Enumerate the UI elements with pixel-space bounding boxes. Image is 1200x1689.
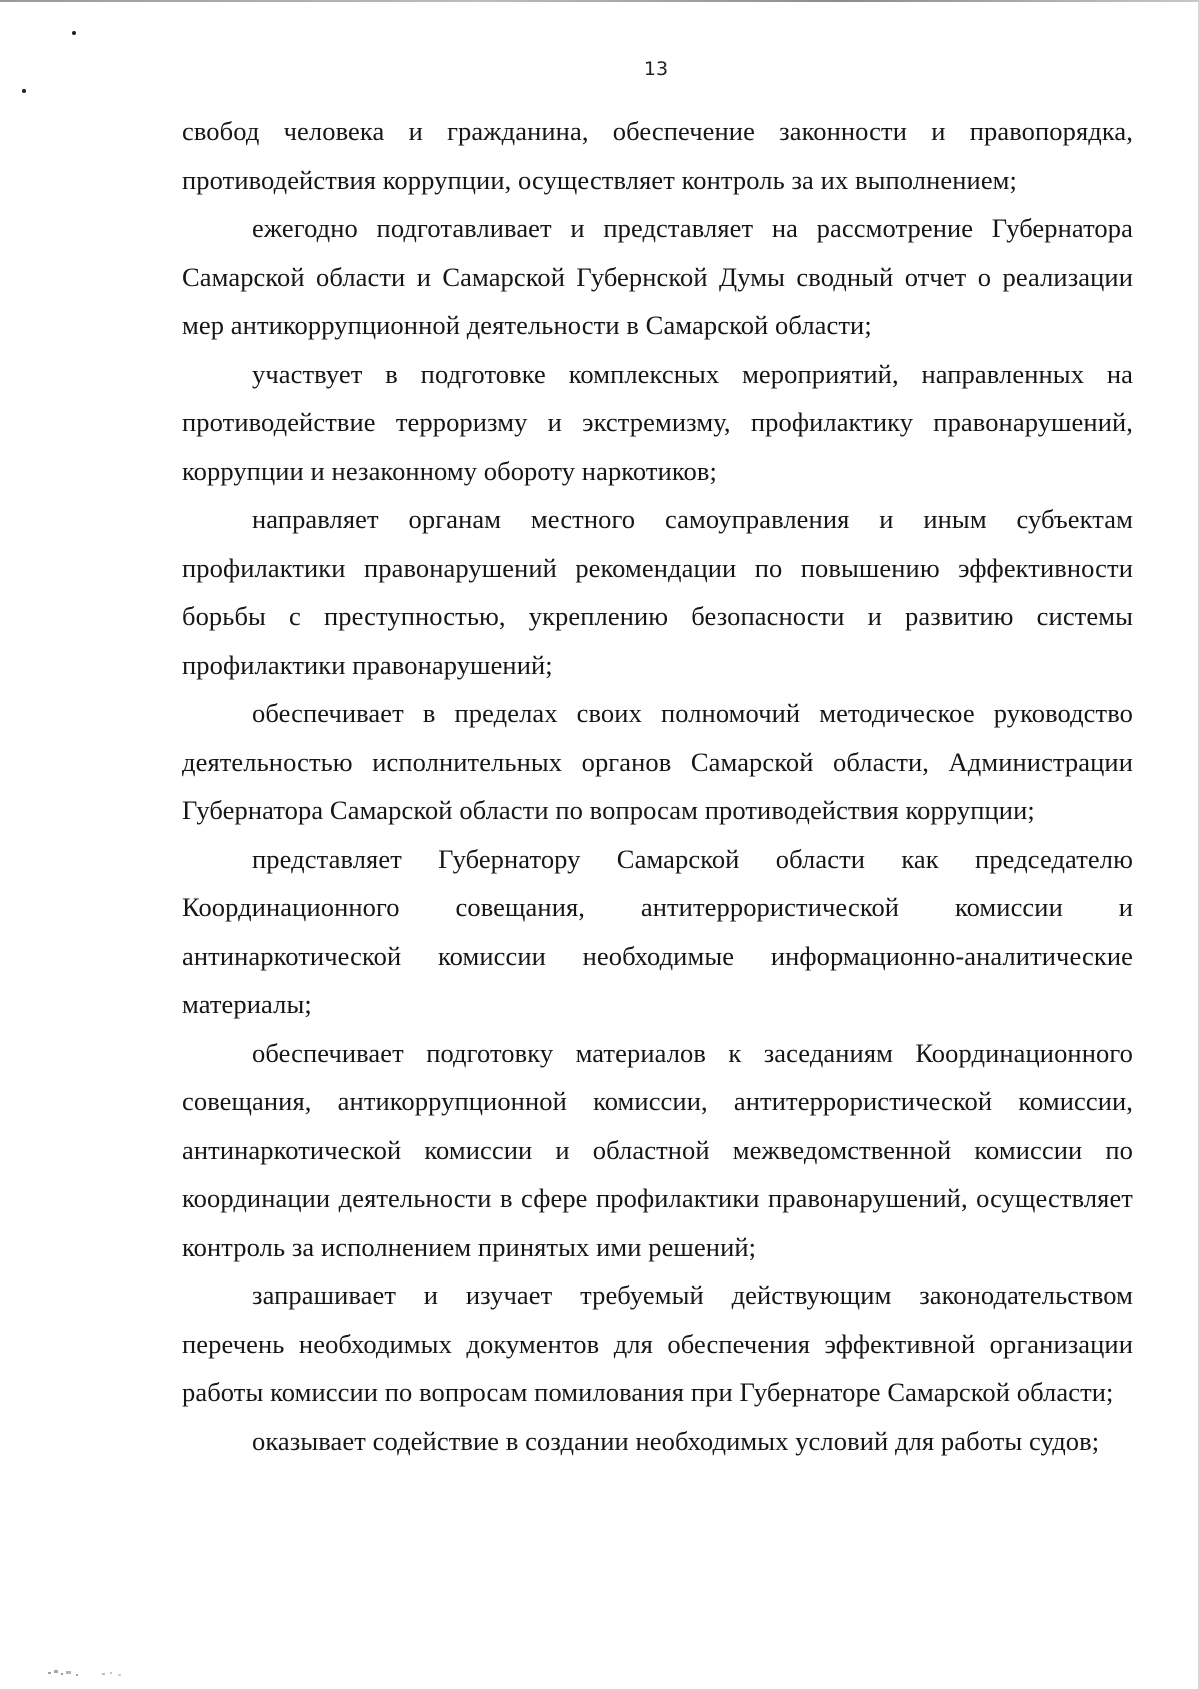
paragraph: обеспечивает в пределах своих полномочий методическое руководство деятельностью исполнительных органов Самарской области, Администрации Губернатора Самарской области по вопросам противодействия коррупции; — [182, 698, 1133, 825]
scan-noise-mark — [46, 1667, 156, 1681]
paragraph: направляет органам местного самоуправления и иным субъектам профилактики правонарушений рекомендации по повышению эффективности борьбы с преступностью, укреплению безопасности и развитию системы профилактики правонарушений; — [182, 504, 1133, 680]
paragraph: обеспечивает подготовку материалов к заседаниям Координационного совещания, антикоррупционной комиссии, антитеррористической комиссии, антинаркотической комиссии и областной межведомственной комиссии по координации деятельности в сфере профилактики правонарушений, осуществляет контроль за исполнением принятых ими решений; — [182, 1037, 1133, 1262]
paragraph: запрашивает и изучает требуемый действующим законодательством перечень необходимых документов для обеспечения эффективной организации работы комиссии по вопросам помилования при Губернаторе Самарской области; — [182, 1280, 1133, 1407]
paragraph: оказывает содействие в создании необходимых условий для работы судов; — [252, 1425, 1100, 1456]
paragraph: ежегодно подготавливает и представляет на рассмотрение Губернатора Самарской области и Самарской Губернской Думы сводный отчет о реализации мер антикоррупционной деятельности в Самарской области; — [182, 213, 1133, 340]
paragraph: участвует в подготовке комплексных мероприятий, направленных на противодействие терроризму и экстремизму, профилактику правонарушений, коррупции и незаконному обороту наркотиков; — [182, 358, 1133, 486]
document-body — [182, 107, 1133, 1465]
paragraph: представляет Губернатору Самарской области как председателю Координационного совещания, антитеррористической комиссии и антинаркотической комиссии необходимые информационно-аналитические материалы; — [182, 843, 1133, 1019]
page-number: 13 — [643, 58, 669, 80]
scan-speck — [22, 89, 26, 93]
paragraph-continuation: свобод человека и гражданина, обеспечение законности и правопорядка, противодействия коррупции, осуществляет контроль за их выполнением; — [182, 116, 1133, 195]
scan-speck — [72, 31, 76, 35]
scan-top-edge — [0, 0, 1200, 2]
